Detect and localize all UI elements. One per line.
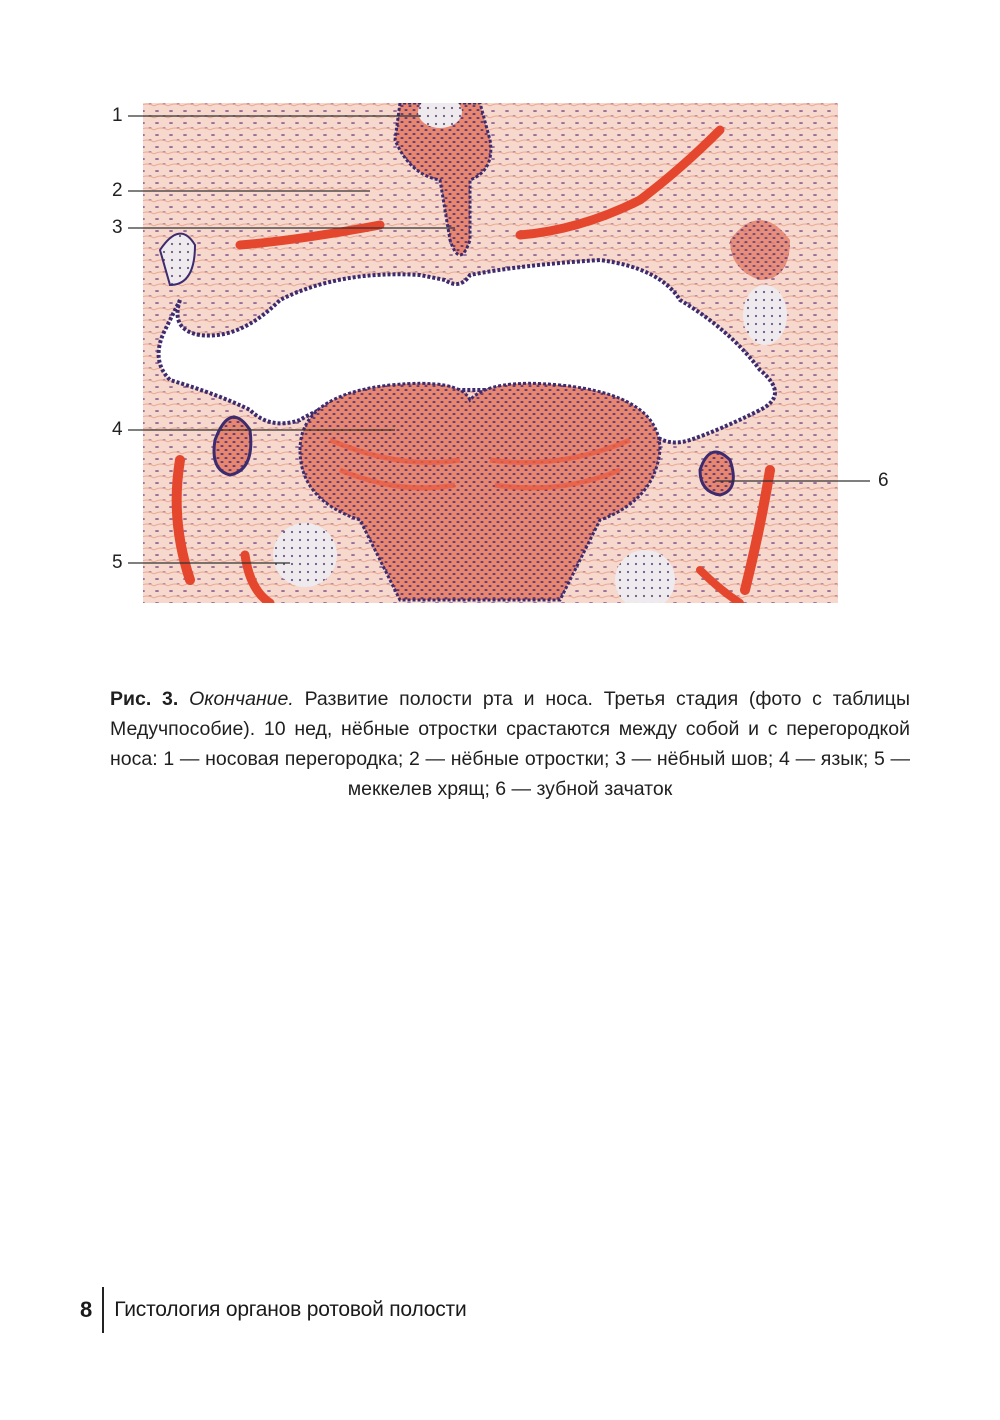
footer-divider — [102, 1287, 104, 1333]
callout-2: 2 — [112, 180, 123, 201]
caption-text: Развитие полости рта и носа. Третья стадия (фото с таблицы Медучпособие). 10 нед, нёбные отростки срастаются между собой и с перегородкой носа: 1 — носовая перегородка; 2 — нёбные отростки; 3 — нёбный шов; 4 — язык; 5 — меккелев хрящ; 6 — зубной зачаток — [110, 687, 910, 800]
meckel-cartilage-right — [615, 550, 675, 610]
figure-caption — [110, 684, 910, 804]
meckel-cartilage-left — [273, 523, 337, 587]
callout-3: 3 — [112, 217, 123, 238]
histology-figure — [0, 0, 1000, 620]
page-footer — [80, 1286, 466, 1334]
callout-5: 5 — [112, 552, 123, 573]
tooth-germ-right — [700, 452, 733, 495]
callout-4: 4 — [112, 419, 123, 440]
running-title: Гистология органов ротовой полости — [114, 1298, 467, 1321]
page-number: 8 — [80, 1297, 93, 1322]
callout-1: 1 — [112, 105, 123, 126]
caption-label: Рис. 3. — [110, 687, 179, 710]
callout-6: 6 — [878, 470, 889, 491]
caption-italic: Окончание. — [189, 687, 294, 710]
histology-illustration — [0, 0, 1000, 620]
